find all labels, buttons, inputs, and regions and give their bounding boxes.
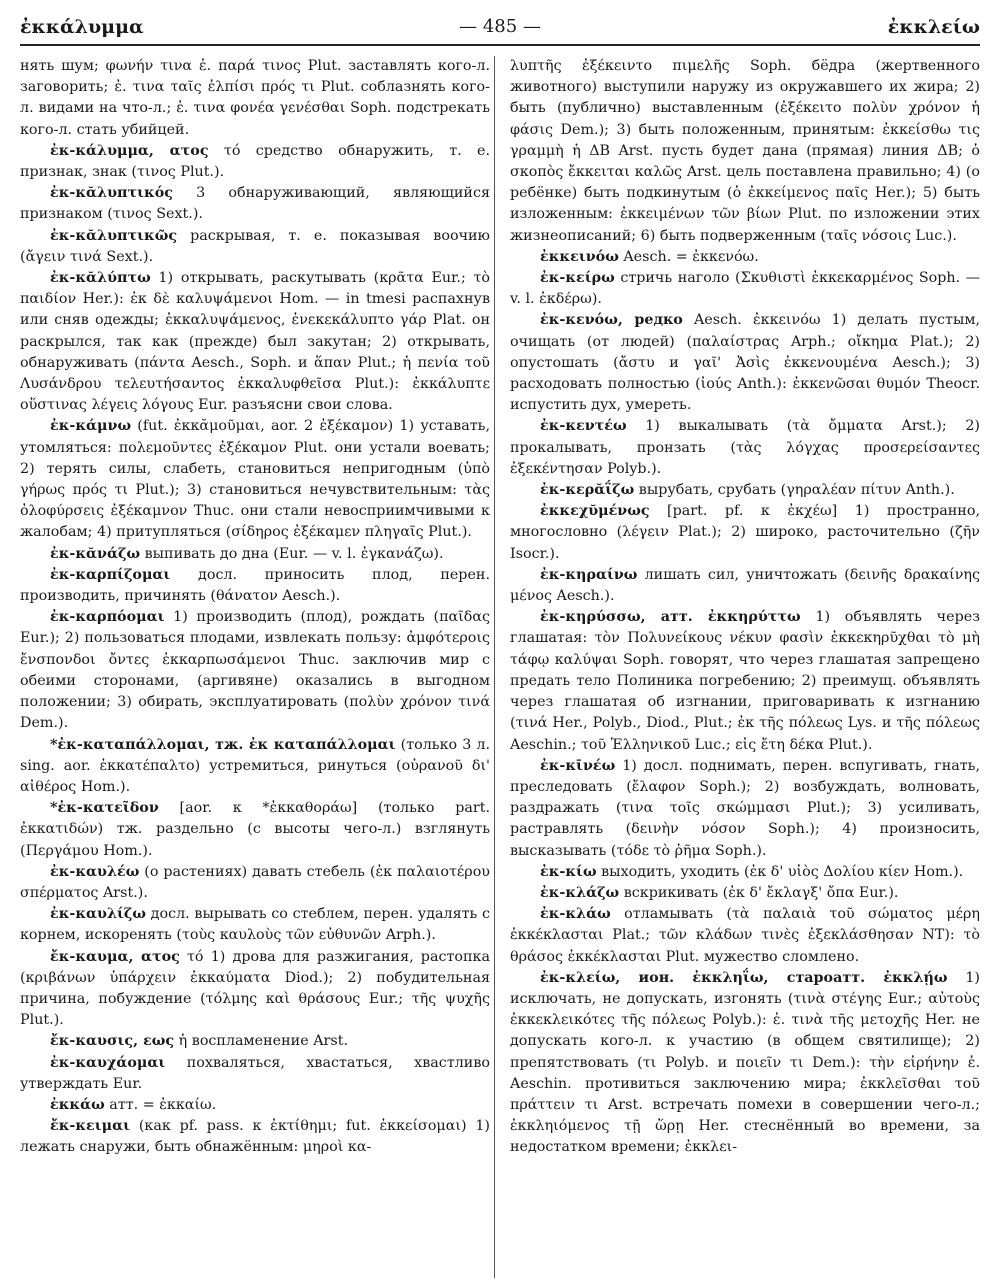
dictionary-entry: [20, 141, 490, 183]
dictionary-entry: [20, 1095, 490, 1116]
dictionary-entry: [20, 56, 490, 141]
dictionary-entry: [510, 268, 980, 310]
entry-headword: ἔκ-καυμα, ατος: [50, 948, 180, 965]
dictionary-entry: [20, 607, 490, 734]
entry-definition: досл. приносить плод, перен. производить, причинять (θάνατον Aesch.).: [20, 566, 490, 605]
entry-headword: ἐκ-κηραίνω: [540, 566, 638, 583]
dictionary-entry: [510, 862, 980, 883]
entry-definition: [part. pf. к ἐκχέω] 1) пространно, многословно (λέγειν Plat.); 2) широко, расточительно (ζῆν Isocr.).: [510, 503, 980, 562]
entry-headword: *ἐκ-καταπάλλομαι, тж. ἐκ καταπάλλομαι: [50, 736, 396, 753]
entry-definition: 1) выкалывать (τὰ ὄμματα Arst.); 2) прокалывать, пронзать (τὰς λόγχας προσερείσαντες ἐξεκέντησαν Polyb.).: [510, 418, 980, 477]
dictionary-entry: [510, 756, 980, 862]
entry-headword: ἔκ-κειμαι: [50, 1118, 131, 1135]
entry-headword: ἐκ-καυλέω: [50, 863, 140, 880]
entry-definition: (только 3 л. sing. aor. ἐκκατέπαλτο) устремиться, ринуться (οὐρανοῦ δι' αἰθέρος Hom.).: [20, 736, 490, 795]
dictionary-entry: [20, 798, 490, 862]
entry-headword: ἐκ-κᾰλυπτικός: [50, 185, 173, 202]
column-divider: [494, 56, 495, 1278]
entry-headword: ἐκ-κλείω, ион. ἐκκληΐω, староатт. ἐκκλῄω: [540, 969, 948, 986]
entry-definition: (fut. ἐκκᾰμοῦμαι, aor. 2 ἐξέκαμον) 1) уставать, утомляться: πολεμοῦντες ἐξέκαμον Plut. они устали воевать; 2) терять силы, слабеть, становиться непригодным (ὑπὸ γήρως πρός τι Plut.); 3) становиться нечувствительным: τὰς ὀλοφύρσεις ἐξέκαμνον Thuc. они стали невосприимчивыми к жалобам; 4) притупляться (σίδηρος ἐξέκαμεν πληγαῖς Plut.).: [20, 418, 490, 541]
entry-headword: ἐκ-καρπόομαι: [50, 609, 165, 626]
dictionary-entry: [20, 565, 490, 607]
entry-headword: ἐκ-κᾰλύπτω: [50, 270, 151, 287]
dictionary-entry: [20, 1116, 490, 1158]
right-running-headword: ἐκκλείω: [887, 16, 980, 38]
entry-definition: досл. вырывать со стеблем, перен. удалять с корнем, искоренять (τοὺς καυλοὺς τῶν εὐθυνῶν Arph.).: [20, 906, 490, 944]
entry-definition: 1) открывать, раскутывать (κρᾶτα Eur.; τὸ παιδίον Her.): ἐκ δὲ καλυψάμενοι Hom. — in tmesi распахнув или сняв одежды; ἐκκαλυψάμενος, ἐνεκεκάλυπτο γάρ Plat. он раскрылся, так как (прежде) был закутан; 2) открывать, обнаруживать (πάντα Aesch., Soph. и ἅπαν Plut.; ἡ πενία τοῦ Λυσάνδρου τελευτήσαντος ἐκκαλυφθεῖσα Plut.): ἐκκάλυπτε οὕστινας λέγεις λόγους Eur. разъясни свои слова.: [20, 270, 490, 414]
entry-headword: ἐκ-καρπίζομαι: [50, 566, 171, 583]
entry-definition: 1) объявлять через глашатая: τὸν Πολυνείκους νέκυν φασὶν ἐκκεκηρῦχθαι τὸ μὴ τάφῳ καλύψαι Soph. говорят, что через глашатая запрещено предать тело Полиника погребению; 2) преимущ. объявлять через глашатая об изгнании, приговаривать к изгнанию (τινά Her., Polyb., Diod., Plut.; ἐκ τῆς πόλεως Lys. и τῆς πόλεως Aeschin.; τοῦ Ἑλληνικοῦ Luc.; εἰς ἔτη δέκα Plut.).: [510, 609, 980, 753]
entry-definition: стричь наголо (Σκυθιστὶ ἐκκεκαρμένος Soph. — v. l. ἐκδέρω).: [510, 270, 980, 308]
entry-headword: ἐκ-κείρω: [540, 270, 615, 287]
dictionary-entry: [510, 247, 980, 268]
entry-headword: ἐκ-κίω: [540, 863, 597, 880]
header-rule: [20, 44, 980, 46]
dictionary-entry: [510, 501, 980, 565]
entry-headword: *ἐκ-κατεῖδον: [50, 800, 159, 817]
dictionary-entry: [20, 226, 490, 268]
entry-headword: ἐκκεινόω: [540, 248, 619, 265]
entry-definition: λυπτῆς ἐξέκειντο πιμελῆς Soph. бёдра (жертвенного животного) выступили наружу из окружавшего их жира; 2) быть (публично) выставленным (ἐξέκειτο πολὺν χρόνον ἡ φάσις Dem.); 3) быть положенным, принятым: ἐκκείσθω τις γραμμὴ ἡ ΔΒ Arst. пусть будет дана (прямая) линия ΔΒ; ὁ σκοπὸς ἔκκειται καλῶς Arst. цель поставлена правильно; 4) (о ребёнке) быть подкинутым (ὁ ἐκκείμενος παῖς Her.); 5) быть изложенным: ἐκκειμένων τῶν βίων Plut. по изложении этих жизнеописаний; 6) быть подверженным (ταῖς νόσοις Luc.).: [510, 58, 980, 244]
entry-definition: [aor. к *ἐκκαθοράω] (только part. ἐκκατιδών) тж. раздельно (с высоты чего-л.) взглянуть (Περγάμου Hom.).: [20, 800, 490, 859]
entry-definition: раскрывая, т. е. показывая воочию (ἄγειν τινά Sext.).: [20, 227, 490, 265]
entry-headword: ἐκκάω: [50, 1096, 105, 1113]
entry-headword: ἐκ-κάλυμμα, ατος: [50, 142, 209, 159]
entry-definition: нять шум; φωνήν τινα ἐ. παρά τινος Plut. заставлять кого-л. заговорить; ἐ. τινα ταῖς ἐλπίσι πρός τι Plut. соблазнять кого-л. видами на что-л.; ἐ. τινα φονέα γενέσθαι Soph. подстрекать кого-л. стать убийцей.: [20, 58, 490, 138]
dictionary-entry: [510, 416, 980, 480]
dictionary-entry: [20, 544, 490, 565]
entry-definition: ἡ воспламенение Arst.: [174, 1033, 348, 1050]
dictionary-entry: [510, 56, 980, 247]
entry-definition: отламывать (τὰ παλαιὰ τοῦ σώματος μέρη ἐκκέκλασται Plat.; τῶν κλάδων τινὲς ἐξεκλάσθησαν NT): τὸ θράσος ἐκκέκλασται Plut. мужество сломлено.: [510, 906, 980, 965]
entry-headword: ἐκκεχῠμένως: [540, 503, 650, 520]
page-number: — 485 —: [459, 16, 541, 37]
entry-definition: 1) досл. поднимать, перен. вспугивать, гнать, преследовать (ἔλαφον Soph.); 2) возбуждать, волновать, раздражать (τινα τοῖς σκώμμασι Plut.); 3) усиливать, растравлять (δεινὴν νόσον Soph.); 4) произносить, высказывать (τόδε τὸ ῥῆμα Soph.).: [510, 757, 980, 859]
entry-definition: 3 обнаруживающий, являющийся признаком (τινος Sext.).: [20, 185, 490, 223]
entry-headword: ἐκ-κηρύσσω, атт. ἐκκηρύττω: [540, 609, 801, 626]
entry-definition: Aesch. = ἐκκενόω.: [618, 248, 759, 265]
entry-headword: ἐκ-κᾰλυπτικῶς: [50, 227, 178, 244]
dictionary-entry: [510, 968, 980, 1159]
dictionary-entry: [20, 1031, 490, 1052]
entry-definition: Aesch. ἐκκεινόω 1) делать пустым, очищать (от людей) (παλαίστρας Arph.; οἴκημα Plat.); 2) опустошать (ἄστυ и γαῖ' Ἀσὶς ἐκκενουμένα Aesch.); 3) расходовать полностью (ἰούς Anth.): ἐκκενῶσαι θυμόν Theocr. испустить дух, умереть.: [510, 312, 980, 414]
dictionary-entry: [510, 480, 980, 501]
entry-headword: ἐκ-κλάζω: [540, 884, 620, 901]
dictionary-entry: [20, 268, 490, 416]
entry-definition: 1) исключать, не допускать, изгонять (τινὰ στέγης Eur.; αὐτοὺς ἐκκεκλεικότες τῆς πόλεως Polyb.): ἐ. τινὰ τῆς μετοχῆς Her. не допускать кого-л. к участию (в общем святилище); 2) препятствовать (τι Polyb. и ποιεῖν τι Dem.): τὴν εἰρήνην ἐ. Aeschin. противиться заключению мира; ἐκκλεῖσθαι τοῦ πράττειν τι Arst. встречать помехи в совершении чего-л.; ἐκκληιόμενος τῇ ὥρῃ Her. стеснённый во времени, за недостатком времени; ἐκκλει-: [510, 969, 980, 1156]
entry-definition: атт. = ἐκκαίω.: [104, 1096, 217, 1113]
dictionary-entry: [510, 883, 980, 904]
entry-definition: вырубать, срубать (γηραλέαν πίτυν Anth.).: [634, 482, 955, 499]
dictionary-entry: [20, 947, 490, 1032]
dictionary-entry: [510, 565, 980, 607]
entry-headword: ἐκ-κάμνω: [50, 418, 132, 435]
entry-headword: ἐκ-καυχάομαι: [50, 1054, 166, 1071]
entry-definition: лишать сил, уничтожать (δεινῆς δρακαίνης μένος Aesch.).: [510, 566, 980, 605]
dictionary-entry: [20, 1053, 490, 1095]
entry-definition: выпивать до дна (Eur. — v. l. ἐγκανάζω).: [140, 545, 444, 562]
entry-headword: ἐκ-κᾰνάζω: [50, 545, 141, 562]
entry-definition: похваляться, хвастаться, хвастливо утверждать Eur.: [20, 1054, 490, 1092]
dictionary-entry: [20, 735, 490, 799]
entry-definition: τό средство обнаружить, т. е. признак, знак (τινος Plut.).: [20, 142, 490, 181]
entry-definition: вскрикивать (ἐκ δ' ἔκλαγξ' ὄπα Eur.).: [619, 884, 899, 901]
dictionary-entry: [510, 904, 980, 968]
entry-definition: (как pf. pass. к ἐκτίθημι; fut. ἐκκείσομαι) 1) лежать снаружи, быть обнажённым: μηροὶ κα-: [20, 1118, 490, 1156]
entry-definition: выходить, уходить (ἐκ δ' υἱὸς Δολίου κίεν Hom.).: [596, 863, 964, 880]
dictionary-entry: [20, 904, 490, 946]
left-column: [20, 56, 490, 1278]
entry-headword: ἐκ-κενόω, редко: [540, 312, 683, 329]
dictionary-entry: [510, 310, 980, 416]
dictionary-entry: [20, 416, 490, 543]
left-running-headword: ἐκκάλυμμα: [20, 16, 144, 38]
right-column: [510, 56, 980, 1278]
page-header: [20, 16, 980, 42]
dictionary-entry: [510, 607, 980, 755]
entry-headword: ἐκ-κῑνέω: [540, 757, 616, 774]
entry-definition: 1) производить (плод), рождать (παῖδας Eur.); 2) пользоваться плодами, извлекать пользу: ἀμφότεροις ἔνσπονδοι ὄντες ἐκκαρπωσάμενοι Thuc. заключив мир с обеими сторонами, (аргивяне) оказались в выгодном положении; 3) обирать, эксплуатировать (πολὺν χρόνον τινά Dem.).: [20, 609, 490, 732]
entry-definition: τό 1) дрова для разжигания, растопка (κριβάνων ὑπάρχειν ἐκκαύματα Diod.); 2) побудительная причина, побуждение (τόλμης καὶ θράσους Eur.; τῆς ψυχῆς Plut.).: [20, 948, 490, 1029]
entry-headword: ἐκ-κλάω: [540, 906, 611, 923]
dictionary-entry: [20, 183, 490, 225]
entry-headword: ἐκ-κεντέω: [540, 418, 627, 435]
dictionary-entry: [20, 862, 490, 904]
entry-headword: ἔκ-καυσις, εως: [50, 1033, 175, 1050]
entry-headword: ἐκ-καυλίζω: [50, 906, 147, 923]
entry-headword: ἐκ-κερᾰΐζω: [540, 482, 635, 499]
entry-definition: (о растениях) давать стебель (ἐκ παλαιοτέρου σπέρματος Arst.).: [20, 863, 490, 901]
